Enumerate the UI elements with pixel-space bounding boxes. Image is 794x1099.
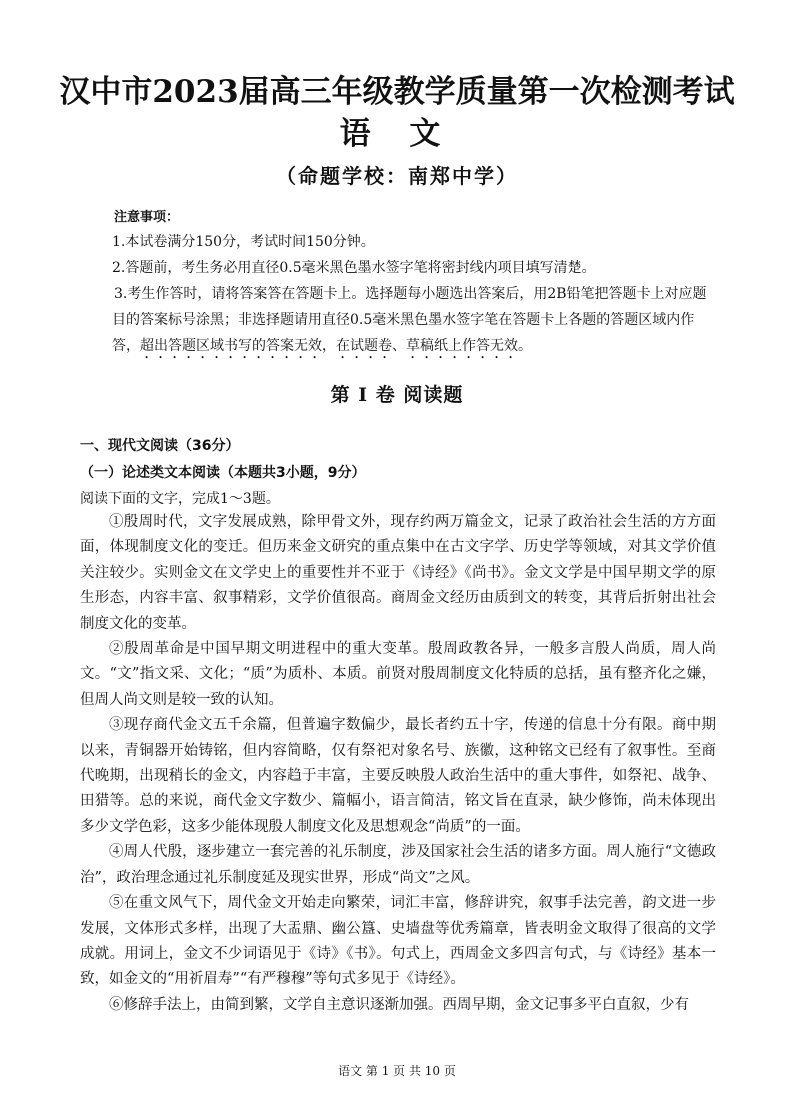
school-line: （命题学校：南郑中学） bbox=[276, 164, 518, 188]
page-footer: 语文 第 1 页 共 10 页 bbox=[338, 1064, 456, 1078]
notice-item-3-text: 3.考生作答时，请将答案答在答题卡上。选择题每小题选出答案后，用2B铅笔把答题卡上对应题目的答案标号涂黑；非选择题请用直径0.5毫米黑色墨水签字笔在答题卡上各题的答题区域内作答， bbox=[112, 286, 707, 354]
paragraph-2: ②殷周革命是中国早期文明进程中的重大变革。殷周政教各异，一般多言殷人尚质，周人尚文。“文”指文采、文化；“质”为质朴、本质。前贤对殷周制度文化特质的总括，虽有整齐化之嫌，但周人尚文则是较一致的认知。 bbox=[80, 641, 716, 708]
section-title: 第 I 卷 阅读题 bbox=[330, 384, 464, 406]
part-heading: 一、现代文阅读（36分） bbox=[80, 438, 240, 454]
paragraph-1: ①殷周时代，文字发展成熟，除甲骨文外，现存约两万篇金文，记录了政治社会生活的方方面面，体现制度文化的变迁。但历来金文研究的重点集中在古文字学、历史学等领域，对其文学价值关注较少。实则金文在文学史上的重要性并不亚于《诗经》《尚书》。金文文学是中国早期文学的原生形态，内容丰富、叙事精彩，文学价值很高。商周金文经历由质到文的转变，其背后折射出社会制度文化的变革。 bbox=[80, 514, 716, 632]
subject-title: 语 文 bbox=[339, 116, 455, 152]
notice-item-1: 1.本试卷满分150分，考试时间150分钟。 bbox=[112, 234, 375, 250]
notice-heading: 注意事项： bbox=[114, 210, 180, 225]
notice-item-3-emphasis: 超出答题区域书写的答案无效，在试题卷、草稿纸上作答无效。 bbox=[140, 338, 532, 354]
reading-passage bbox=[80, 510, 716, 1018]
exam-title: 汉中市2023届高三年级教学质量第一次检测考试 bbox=[59, 74, 735, 110]
paragraph-3: ③现存商代金文五千余篇，但普遍字数偏少，最长者约五十字，传递的信息十分有限。商中期以来，青铜器开始铸铭，但内容简略，仅有祭祀对象名号、族徽，这种铭文已经有了叙事性。至商代晚期，出现稍长的金文，内容趋于丰富，主要反映殷人政治生活中的重大事件，如祭祀、战争、田猎等。总的来说，商代金文字数少、篇幅小，语言简洁，铭文旨在直录，缺少修饰，尚未体现出多少文学色彩，这多少能体现殷人制度文化及思想观念“尚质”的一面。 bbox=[80, 717, 716, 835]
notice-item-2: 2.答题前，考生务必用直径0.5毫米黑色墨水签字笔将密封线内项目填写清楚。 bbox=[112, 260, 596, 276]
paragraph-4: ④周人代殷，逐步建立一套完善的礼乐制度，涉及国家社会生活的诸多方面。周人施行“文德政治”，政治理念通过礼乐制度延及现实世界，形成“尚文”之风。 bbox=[80, 844, 716, 886]
reading-instruction: 阅读下面的文字，完成1～3题。 bbox=[80, 491, 280, 507]
notice-item-3 bbox=[112, 281, 712, 362]
paragraph-5: ⑤在重文风气下，周代金文开始走向繁荣，词汇丰富，修辞讲究，叙事手法完善，韵文进一步发展，文体形式多样，出现了大盂鼎、幽公簋、史墙盘等优秀篇章，皆表明金文取得了很高的文学成就。用词上，金文不少词语见于《诗》《书》。句式上，西周金文多四言句式，与《诗经》基本一致，如金文的“用祈眉寿”“有严穆穆”等句式多见于《诗经》。 bbox=[80, 895, 716, 988]
part-subheading: （一）论述类文本阅读（本题共3小题，9分） bbox=[80, 465, 366, 481]
paragraph-6: ⑥修辞手法上，由简到繁，文学自主意识逐渐加强。西周早期，金文记事多平白直叙，少有 bbox=[109, 996, 689, 1013]
